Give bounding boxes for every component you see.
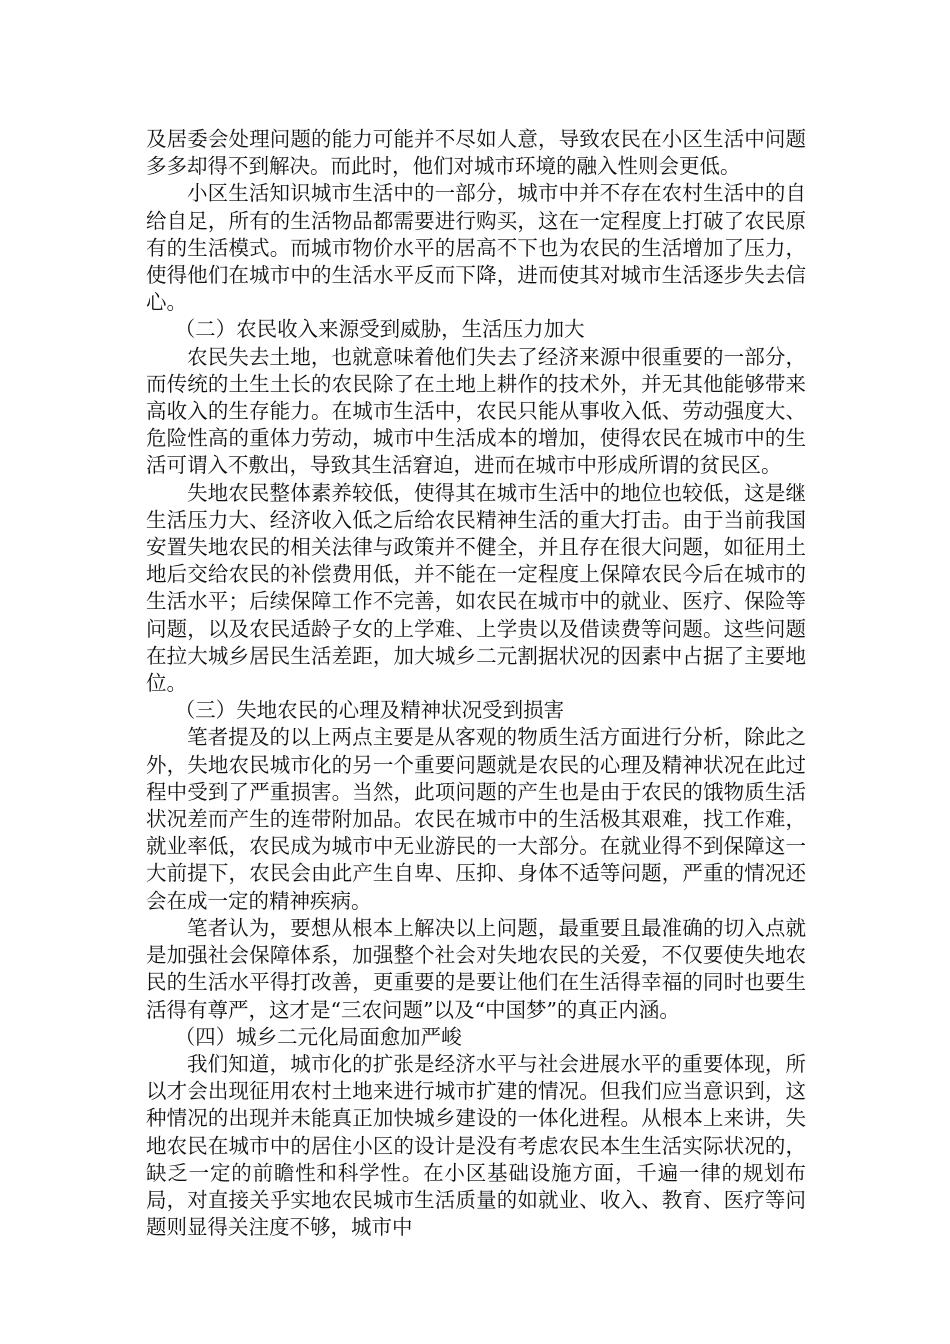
section-heading: （三）失地农民的心理及精神状况受到损害: [174, 698, 565, 723]
paragraph: 农民失去土地，也就意味着他们失去了经济来源中很重要的一部分，而传统的土生土长的农民除了在土地上耕作的技术外，并无其他能够带来高收入的生存能力。在城市生活中，农民只能从事收入低、劳动强度大、危险性高的重体力劳动，城市中生活成本的增加，使得农民在城市中的生活可谓入不敷出，导致其生活窘迫，进而在城市中形成所谓的贫民区。: [146, 344, 806, 478]
document-body: [146, 126, 806, 1241]
section-heading: （四）城乡二元化局面愈加严峻: [174, 1024, 462, 1049]
paragraph: 小区生活知识城市生活中的一部分，城市中并不存在农村生活中的自给自足，所有的生活物品都需要进行购买，这在一定程度上打破了农民原有的生活模式。而城市物价水平的居高不下也为农民的生活增加了压力，使得他们在城市中的生活水平反而下降，进而使其对城市生活逐步失去信心。: [146, 181, 806, 315]
section-heading: （二）农民收入来源受到威胁，生活压力加大: [174, 317, 585, 342]
paragraph: 笔者提及的以上两点主要是从客观的物质生活方面进行分析，除此之外，失地农民城市化的另一个重要问题就是农民的心理及精神状况在此过程中受到了严重损害。当然，此项问题的产生也是由于农民的饿物质生活状况差而产生的连带附加品。农民在城市中的生活极其艰难，找工作难，就业率低，农民成为城市中无业游民的一大部分。在就业得不到保障这一大前提下，农民会由此产生自卑、压抑、身体不适等问题，严重的情况还会在成一定的精神疾病。: [146, 725, 806, 913]
paragraph: 失地农民整体素养较低，使得其在城市生活中的地位也较低，这是继生活压力大、经济收入低之后给农民精神生活的重大打击。由于当前我国安置失地农民的相关法律与政策并不健全，并且存在很大问题，如征用土地后交给农民的补偿费用低，并不能在一定程度上保障农民今后在城市的生活水平；后续保障工作不完善，如农民在城市中的就业、医疗、保险等问题，以及农民适龄子女的上学难、上学贵以及借读费等问题。这些问题在拉大城乡居民生活差距，加大城乡二元割据状况的因素中占据了主要地位。: [146, 480, 806, 696]
paragraph-continuation: 及居委会处理问题的能力可能并不尽如人意，导致农民在小区生活中问题多多却得不到解决。而此时，他们对城市环境的融入性则会更低。: [146, 127, 806, 179]
paragraph: 我们知道，城市化的扩张是经济水平与社会进展水平的重要体现，所以才会出现征用农村土地来进行城市扩建的情况。但我们应当意识到，这种情况的出现并未能真正加快城乡建设的一体化进程。从根本上来讲，失地农民在城市中的居住小区的设计是没有考虑农民本生生活实际状况的，缺乏一定的前瞻性和科学性。在小区基础设施方面，千遍一律的规划布局，对直接关乎实地农民城市生活质量的如就业、收入、教育、医疗等问题则显得关注度不够，城市中: [146, 1051, 806, 1240]
paragraph: 笔者认为，要想从根本上解决以上问题，最重要且最准确的切入点就是加强社会保障体系，加强整个社会对失地农民的关爱，不仅要使失地农民的生活水平得打改善，更重要的是要让他们在生活得幸福的同时也要生活得有尊严，这才是“三农问题”以及“中国梦”的真正内涵。: [146, 915, 806, 1022]
